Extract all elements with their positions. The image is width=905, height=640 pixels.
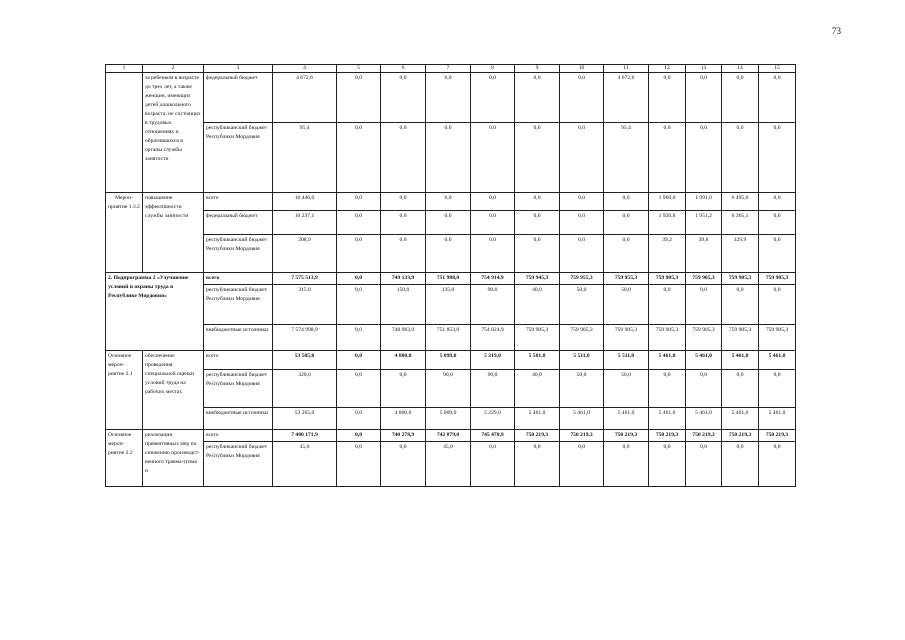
value-cell: 0,0 [381,73,426,123]
value-cell: 4 672,6 [604,73,649,123]
value-cell: 50,0 [560,370,604,408]
value-cell: 5 461,0 [759,408,796,430]
value-cell: 0,0 [471,211,515,235]
value-cell: 0,0 [759,211,796,235]
value-cell: 0,0 [649,285,686,325]
value-cell: 0,0 [604,442,649,487]
value-cell: 5 461,0 [515,408,560,430]
value-cell: 0,0 [337,370,381,408]
value-cell: 0,0 [649,123,686,193]
table-row [106,285,796,325]
value-cell: 0,0 [515,442,560,487]
value-cell: 5 511,0 [604,351,649,370]
value-cell: 0,0 [471,73,515,123]
table-row [106,408,796,430]
value-cell: 0,0 [759,73,796,123]
value-cell: 4 800,0 [381,351,426,370]
value-cell: 754 824,9 [471,325,515,351]
value-cell: 0,0 [337,325,381,351]
value-cell: 0,0 [515,73,560,123]
value-cell: 129,9 [722,235,759,273]
value-cell: 0,0 [337,123,381,193]
column-number: 4 [273,65,337,73]
value-cell: 759 955,3 [604,273,649,285]
value-cell: 7 574 998,9 [273,325,337,351]
value-cell: 759 905,3 [686,325,722,351]
value-cell: 5 009,0 [426,408,471,430]
value-cell: 751 853,0 [426,325,471,351]
value-cell: 0,0 [686,442,722,487]
table-row [106,325,796,351]
value-cell: 5 461,0 [604,408,649,430]
value-cell: 5 461,0 [686,408,722,430]
value-cell: 750 219,3 [686,430,722,442]
value-cell: 745 478,9 [471,430,515,442]
value-cell: 0,0 [381,123,426,193]
value-cell: 39,2 [649,235,686,273]
value-cell: 0,0 [426,73,471,123]
activity-code-cell: Основное мероп-риятие 2.1 [106,351,143,430]
value-cell: 759 945,3 [515,273,560,285]
value-cell: 0,0 [471,193,515,211]
value-cell: 750 219,3 [604,430,649,442]
value-cell: 0,0 [759,370,796,408]
value-cell: 759 905,3 [560,325,604,351]
value-cell: 40,0 [515,285,560,325]
value-cell: 0,0 [337,351,381,370]
value-cell: 0,0 [722,73,759,123]
value-cell: 5 461,0 [722,351,759,370]
value-cell: 0,0 [337,73,381,123]
funding-source-cell: республиканский бюджет Республики Мордовия [204,123,273,193]
value-cell: 0,0 [686,370,722,408]
table-row [106,73,796,123]
funding-source-cell: внебюджетные источники [204,408,273,430]
value-cell: 1 920,8 [649,211,686,235]
value-cell: 0,0 [381,211,426,235]
funding-source-cell: всего [204,430,273,442]
value-cell: 150,0 [381,285,426,325]
activity-name-cell: повышение эффективности службы занятости [143,193,204,273]
column-number: 3 [204,65,273,73]
table-row [106,430,796,442]
column-number: 9 [515,65,560,73]
value-cell: 53 505,0 [273,351,337,370]
table-row [106,351,796,370]
value-cell: 759 905,3 [604,325,649,351]
budget-table [105,64,796,487]
value-cell: 0,0 [515,123,560,193]
value-cell: 750 219,3 [560,430,604,442]
column-number: 7 [426,65,471,73]
value-cell: 10 446,0 [273,193,337,211]
value-cell: 50,0 [604,285,649,325]
column-number: 14 [722,65,759,73]
column-number: 2 [143,65,204,73]
column-number: 8 [471,65,515,73]
value-cell: 5 319,0 [471,351,515,370]
page-number: 73 [832,26,841,36]
value-cell: 0,0 [759,285,796,325]
value-cell: 0,0 [337,273,381,285]
table-body [106,65,796,487]
funding-source-cell: всего [204,193,273,211]
value-cell: 7 575 513,9 [273,273,337,285]
value-cell: 750 219,3 [722,430,759,442]
column-number: 11 [604,65,649,73]
value-cell: 5 461,0 [686,351,722,370]
value-cell: 0,0 [337,430,381,442]
value-cell: 759 905,3 [759,325,796,351]
value-cell: 5 461,0 [649,351,686,370]
value-cell: 0,0 [471,442,515,487]
value-cell: 759 905,3 [722,273,759,285]
value-cell: 5 461,0 [722,408,759,430]
value-cell: 0,0 [337,211,381,235]
column-number: 13 [686,65,722,73]
value-cell: 0,0 [426,211,471,235]
value-cell: 0,0 [381,370,426,408]
column-number-row [106,65,796,73]
value-cell: 45,0 [426,442,471,487]
value-cell: 45,0 [273,442,337,487]
column-number: 12 [649,65,686,73]
funding-source-cell: всего [204,273,273,285]
value-cell: 0,0 [426,235,471,273]
value-cell: 135,0 [426,285,471,325]
value-cell: 320,0 [273,370,337,408]
value-cell: 0,0 [649,73,686,123]
value-cell: 0,0 [560,442,604,487]
value-cell: 759 905,3 [722,325,759,351]
value-cell: 0,0 [759,193,796,211]
value-cell: 759 955,3 [560,273,604,285]
value-cell: 0,0 [686,123,722,193]
value-cell: 0,0 [560,193,604,211]
value-cell: 0,0 [515,211,560,235]
column-number: 10 [560,65,604,73]
value-cell: 759 905,3 [649,273,686,285]
value-cell: 0,0 [649,370,686,408]
funding-source-cell: республиканский бюджет Республики Мордовия [204,285,273,325]
funding-source-cell: республиканский бюджет Республики Мордовия [204,442,273,487]
value-cell: 0,0 [560,211,604,235]
value-cell: 50,0 [560,285,604,325]
value-cell: 4 672,6 [273,73,337,123]
value-cell: 0,0 [337,285,381,325]
value-cell: 750 219,3 [759,430,796,442]
value-cell: 90,0 [426,370,471,408]
value-cell: 0,0 [686,285,722,325]
table-row [106,211,796,235]
activity-name-cell: реализация превентивных мер по снижению производст-венного травма-тизма и [143,430,204,487]
value-cell: 95,4 [273,123,337,193]
value-cell: 0,0 [560,235,604,273]
funding-source-cell: всего [204,351,273,370]
funding-source-cell: республиканский бюджет Республики Мордовия [204,235,273,273]
value-cell: 759 905,3 [515,325,560,351]
value-cell: 0,0 [604,211,649,235]
column-number: 1 [106,65,143,73]
value-cell: 90,0 [471,285,515,325]
subprogram-title-cell: 2. Подпрограмма 2 «Улучшение условий и охраны труда в Республике Мордовия» [106,273,204,351]
value-cell: 5 461,0 [759,351,796,370]
value-cell: 759 905,3 [649,325,686,351]
value-cell: 90,0 [471,370,515,408]
value-cell: 0,0 [381,235,426,273]
value-cell: 0,0 [560,123,604,193]
value-cell: 0,0 [722,442,759,487]
value-cell: 740 278,9 [381,430,426,442]
value-cell: 0,0 [426,123,471,193]
value-cell: 5 229,0 [471,408,515,430]
value-cell: 5 461,0 [560,408,604,430]
activity-code-cell: Основное мероп-риятие 2.2 [106,430,143,487]
value-cell: 6 495,0 [722,193,759,211]
value-cell: 0,0 [759,235,796,273]
value-cell: 1 991,0 [686,193,722,211]
value-cell: 5 511,0 [560,351,604,370]
value-cell: 750 219,3 [649,430,686,442]
value-cell: 0,0 [722,370,759,408]
table-row [106,193,796,211]
activity-name-cell: за ребенком в возрасте до трех лет, а также женщин, имеющих детей дошкольного возраста, не состоящих в трудовых отношениях и обратившихся в органы службы занятости [143,73,204,193]
column-number: 6 [381,65,426,73]
funding-source-cell: федеральный бюджет [204,73,273,123]
value-cell: 315,0 [273,285,337,325]
column-number: 15 [759,65,796,73]
value-cell: 53 265,0 [273,408,337,430]
value-cell: 0,0 [722,123,759,193]
value-cell: 742 879,0 [426,430,471,442]
funding-source-cell: федеральный бюджет [204,211,273,235]
value-cell: 39,8 [686,235,722,273]
value-cell: 0,0 [337,442,381,487]
value-cell: 0,0 [471,123,515,193]
value-cell: 0,0 [604,193,649,211]
funding-source-cell: внебюджетные источники [204,325,273,351]
value-cell: 750 219,3 [515,430,560,442]
table-row [106,370,796,408]
value-cell: 0,0 [471,235,515,273]
value-cell: 0,0 [759,442,796,487]
value-cell: 5 461,0 [649,408,686,430]
value-cell: 1 951,2 [686,211,722,235]
value-cell: 0,0 [337,235,381,273]
value-cell: 749 133,9 [381,273,426,285]
value-cell: 0,0 [381,193,426,211]
value-cell: 95,4 [604,123,649,193]
value-cell: 748 983,9 [381,325,426,351]
value-cell: 0,0 [515,235,560,273]
value-cell: 0,0 [759,123,796,193]
column-number: 5 [337,65,381,73]
value-cell: 0,0 [560,73,604,123]
table-row [106,442,796,487]
value-cell: 5 099,0 [426,351,471,370]
value-cell: 754 914,9 [471,273,515,285]
table-row [106,235,796,273]
value-cell: 0,0 [426,193,471,211]
value-cell: 0,0 [686,73,722,123]
table-row [106,273,796,285]
value-cell: 751 988,0 [426,273,471,285]
activity-name-cell: обеспечение проведения специальной оценки условий труда на рабочих местах [143,351,204,430]
value-cell: 4 800,0 [381,408,426,430]
value-cell: 6 365,1 [722,211,759,235]
value-cell: 0,0 [722,285,759,325]
value-cell: 10 237,1 [273,211,337,235]
value-cell: 50,0 [604,370,649,408]
value-cell: 0,0 [649,442,686,487]
value-cell: 7 480 171,9 [273,430,337,442]
value-cell: 0,0 [604,235,649,273]
value-cell: 0,0 [515,193,560,211]
value-cell: 0,0 [337,408,381,430]
value-cell: 759 905,3 [759,273,796,285]
value-cell: 759 905,3 [686,273,722,285]
value-cell: 0,0 [337,193,381,211]
activity-code-cell [106,73,143,193]
value-cell: 0,0 [381,442,426,487]
activity-code-cell: Мероп-приятие 1.3.2 [106,193,143,273]
value-cell: 40,0 [515,370,560,408]
table-row [106,123,796,193]
funding-source-cell: республиканский бюджет Республики Мордовия [204,370,273,408]
value-cell: 5 501,0 [515,351,560,370]
value-cell: 1 960,0 [649,193,686,211]
value-cell: 208,9 [273,235,337,273]
